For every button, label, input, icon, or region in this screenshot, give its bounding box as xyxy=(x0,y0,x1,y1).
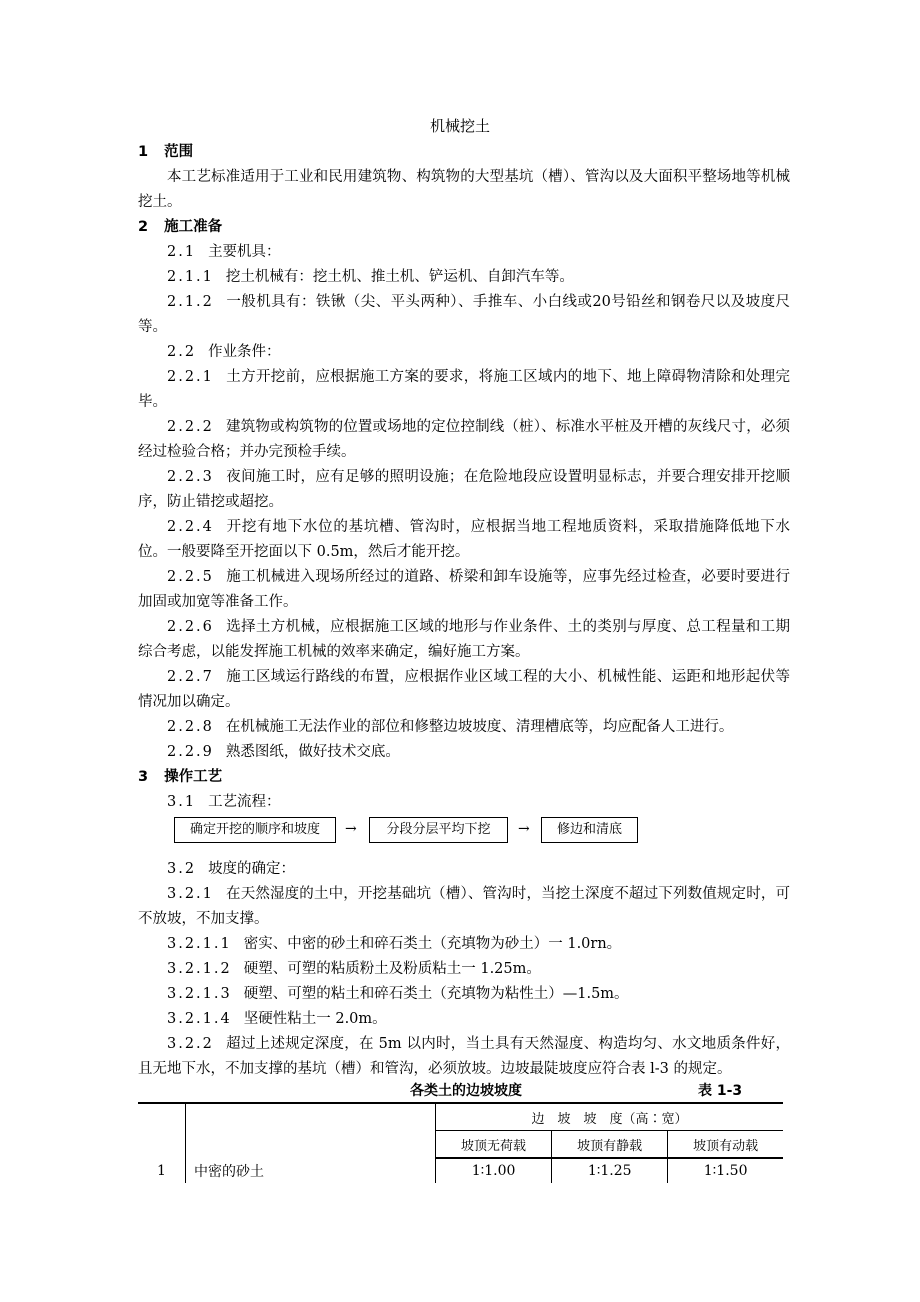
header-cell-no xyxy=(138,1103,186,1158)
clause-number: 2.2.8 xyxy=(167,719,214,735)
table-header-row xyxy=(138,1103,783,1131)
arrow-right-icon: → xyxy=(518,821,530,837)
clause-number: 2.2.1 xyxy=(167,369,214,385)
clause-text: 工艺流程： xyxy=(208,794,281,810)
table-caption xyxy=(138,1078,790,1102)
subheader-cell: 坡顶无荷载 xyxy=(436,1131,552,1159)
clause-3-2-2 xyxy=(138,1032,790,1082)
clause-text: 选择土方机械，应根据施工区域的地形与作业条件、土的类别与厚度、总工程量和工期综合考虑，以能发挥施工机械的效率来确定，编好施工方案。 xyxy=(138,619,790,660)
clause-text: 土方开挖前，应根据施工方案的要求，将施工区域内的地下、地上障碍物清除和处理完毕。 xyxy=(138,369,790,410)
table-title: 各类土的边坡坡度 xyxy=(410,1083,522,1099)
group-header: 边 坡 坡 度（高∶宽） xyxy=(436,1103,784,1131)
section-title: 施工准备 xyxy=(164,219,223,235)
clause-number: 3.2.1.2 xyxy=(167,961,232,977)
clause-text: 作业条件： xyxy=(208,344,281,360)
clause-number: 2.2.5 xyxy=(167,569,214,585)
section-number: 3 xyxy=(138,769,149,785)
clause-number: 3.2.1.4 xyxy=(167,1011,232,1027)
slope-table xyxy=(138,1102,783,1183)
clause-3-1 xyxy=(138,790,790,815)
clause-number: 2.1 xyxy=(167,244,197,260)
clause-2-1-2 xyxy=(138,290,790,340)
clause-number: 3.1 xyxy=(167,794,197,810)
clause-text: 硬塑、可塑的粘质粉土及粉质粘土一 1.25m。 xyxy=(243,961,541,977)
clause-number: 3.2.2 xyxy=(167,1036,214,1052)
clause-2-2-3 xyxy=(138,465,790,515)
clause-number: 3.2.1.3 xyxy=(167,986,232,1002)
clause-2-2 xyxy=(138,340,790,365)
clause-number: 2.2.4 xyxy=(167,519,214,535)
flow-step-3: 修边和清底 xyxy=(541,817,638,843)
clause-text: 熟悉图纸，做好技术交底。 xyxy=(225,744,400,760)
clause-text: 开挖有地下水位的基坑槽、管沟时，应根据当地工程地质资料，采取措施降低地下水位。一般要降至开挖面以下 0.5m，然后才能开挖。 xyxy=(138,519,790,560)
soil-type: 中密的砂土 xyxy=(186,1158,436,1183)
paragraph: 本工艺标准适用于工业和民用建筑物、构筑物的大型基坑（槽）、管沟以及大面积平整场地等机械挖土。 xyxy=(138,169,790,210)
clause-2-2-7 xyxy=(138,665,790,715)
subheader-cell: 坡顶有静载 xyxy=(552,1131,668,1159)
clause-number: 2.2.9 xyxy=(167,744,214,760)
clause-number: 2.1.2 xyxy=(167,294,214,310)
section-number: 2 xyxy=(138,219,149,235)
section-heading-2 xyxy=(138,215,790,240)
flow-step-1: 确定开挖的顺序和坡度 xyxy=(174,817,336,843)
clause-2-2-5 xyxy=(138,565,790,615)
slope-value: 1∶1.50 xyxy=(668,1158,783,1183)
arrow-right-icon: → xyxy=(345,821,357,837)
section-heading-3 xyxy=(138,765,790,790)
document-body xyxy=(138,140,790,1082)
clause-text: 夜间施工时，应有足够的照明设施；在危险地段应设置明显标志，并要合理安排开挖顺序，防止错挖或超挖。 xyxy=(138,469,790,510)
clause-text: 主要机具： xyxy=(208,244,281,260)
clause-3-2-1-2 xyxy=(138,957,790,982)
clause-number: 2.2.7 xyxy=(167,669,214,685)
clause-2-1 xyxy=(138,240,790,265)
clause-3-2 xyxy=(138,857,790,882)
process-flow xyxy=(138,817,790,851)
clause-3-2-1 xyxy=(138,882,790,932)
page-title: 机械挖土 xyxy=(429,117,490,135)
clause-2-2-9 xyxy=(138,740,790,765)
table-row xyxy=(138,1158,783,1183)
clause-text: 挖土机械有：挖土机、推土机、铲运机、自卸汽车等。 xyxy=(225,269,574,285)
clause-3-2-1-1 xyxy=(138,932,790,957)
slope-value: 1∶1.25 xyxy=(552,1158,668,1183)
flow-step-2: 分段分层平均下挖 xyxy=(369,817,508,843)
clause-text: 在机械施工无法作业的部位和修整边坡坡度、清理槽底等，均应配备人工进行。 xyxy=(225,719,734,735)
clause-2-1-1 xyxy=(138,265,790,290)
clause-2-2-8 xyxy=(138,715,790,740)
clause-2-2-2 xyxy=(138,415,790,465)
clause-text: 坚硬性粘土一 2.0m。 xyxy=(243,1011,387,1027)
clause-text: 施工区域运行路线的布置，应根据作业区域工程的大小、机械性能、运距和地形起伏等情况加以确定。 xyxy=(138,669,790,710)
clause-number: 2.2.2 xyxy=(167,419,214,435)
clause-text: 在天然湿度的土中，开挖基础坑（槽）、管沟时，当挖土深度不超过下列数值规定时，可不放坡，不加支撑。 xyxy=(138,886,790,927)
clause-number: 2.2.6 xyxy=(167,619,214,635)
clause-text: 密实、中密的砂土和碎石类土（充填物为砂土）一 1.0rn。 xyxy=(243,936,622,952)
clause-number: 2.2.3 xyxy=(167,469,214,485)
clause-text: 一般机具有：铁锹（尖、平头两种）、手推车、小白线或20号铅丝和钢卷尺以及坡度尺等。 xyxy=(138,294,790,335)
clause-number: 3.2.1.1 xyxy=(167,936,232,952)
clause-2-2-1 xyxy=(138,365,790,415)
subheader-cell: 坡顶有动载 xyxy=(668,1131,783,1159)
clause-number: 3.2 xyxy=(167,861,197,877)
section-heading-1 xyxy=(138,140,790,165)
clause-text: 硬塑、可塑的粘土和碎石类土（充填物为粘性土）—1.5m。 xyxy=(243,986,629,1002)
clause-number: 2.2 xyxy=(167,344,197,360)
header-cell-soil xyxy=(186,1103,436,1158)
clause-text: 建筑物或构筑物的位置或场地的定位控制线（桩）、标准水平桩及开槽的灰线尺寸，必须经过检验合格；并办完预检手续。 xyxy=(138,419,790,460)
section-number: 1 xyxy=(138,144,149,160)
clause-text: 坡度的确定： xyxy=(208,861,296,877)
clause-text: 施工机械进入现场所经过的道路、桥梁和卸车设施等，应事先经过检查，必要时要进行加固或加宽等准备工作。 xyxy=(138,569,790,610)
clause-3-2-1-3 xyxy=(138,982,790,1007)
clause-2-2-6 xyxy=(138,615,790,665)
section-title: 操作工艺 xyxy=(164,769,223,785)
slope-value: 1∶1.00 xyxy=(471,1163,516,1179)
section-title: 范围 xyxy=(164,144,194,160)
clause-number: 2.1.1 xyxy=(167,269,214,285)
clause-number: 3.2.1 xyxy=(167,886,214,902)
row-number: 1 xyxy=(138,1158,186,1183)
clause-text: 超过上述规定深度，在 5m 以内时，当土具有天然湿度、构造均匀、水文地质条件好，且无地下水，不加支撑的基坑（槽）和管沟，必须放坡。边坡最陡坡度应符合表 l-3 的规定。 xyxy=(138,1036,790,1077)
clause-3-2-1-4 xyxy=(138,1007,790,1032)
clause-2-2-4 xyxy=(138,515,790,565)
table-number: 表 1-3 xyxy=(698,1083,743,1099)
